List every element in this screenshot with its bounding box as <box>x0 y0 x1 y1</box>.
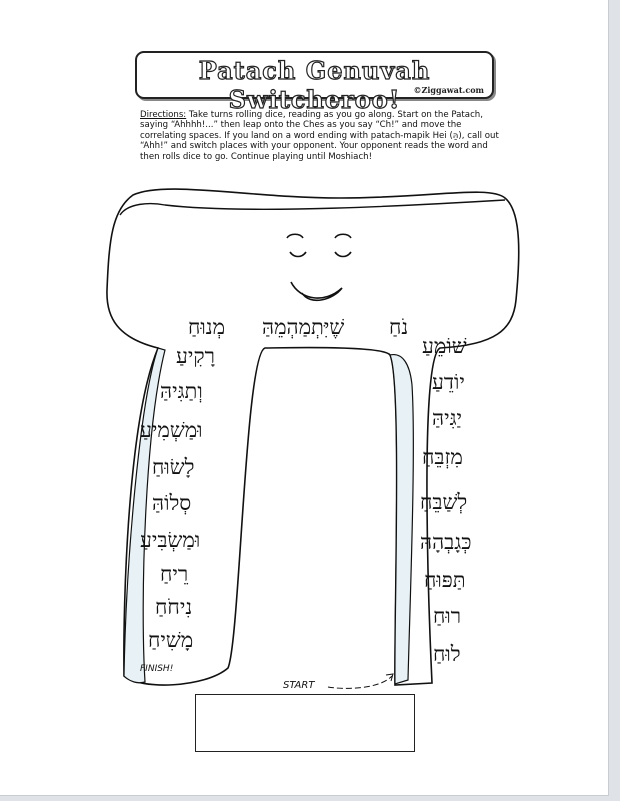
board-word-left-1: רָקִיעַ <box>176 344 215 368</box>
board-word-right-8: רוּחַ <box>433 604 462 628</box>
board-word-top-1: מְנוּחַ <box>188 315 226 339</box>
start-arrow-icon <box>328 676 392 688</box>
board-word-top-2: שֶׁיִּתְמַהְמֵהַּ <box>262 315 345 339</box>
blank-box <box>195 694 415 752</box>
board-word-right-3: יַגִּיהַּ <box>432 406 463 430</box>
smile-icon <box>291 282 342 300</box>
credit-text: ©Ziggawat.com <box>413 85 484 95</box>
board-word-left-5: סְלוֹהַּ <box>152 491 192 515</box>
right-leg-shade <box>390 355 413 684</box>
board-word-right-6: כְּגָבְהָהּ <box>420 530 472 554</box>
start-label: START <box>283 680 315 691</box>
page-title: Patach Genuvah Switcheroo! <box>198 56 431 114</box>
right-eye-icon <box>335 234 351 238</box>
board-word-right-4: מִזְבֵּחַ <box>422 445 463 469</box>
board-word-right-5: לְשַׁבֵּחַ <box>420 490 468 514</box>
left-eye-lid <box>290 252 306 257</box>
finish-label: FINISH! <box>140 664 174 674</box>
board-word-left-6: וּמַשְׂבִּיעַ <box>140 528 201 552</box>
board-word-left-7: רֵיחַ <box>160 562 189 586</box>
ches-top-fold <box>120 200 505 215</box>
board-word-right-2: יוֹדֵעַ <box>432 370 465 394</box>
board-word-right-7: תַּפּוּחַ <box>424 568 466 592</box>
directions-body: Take turns rolling dice, reading as you go along. Start on the Patach, saying “Ahhhh!...” then leap onto the Ches as you say “Ch!” and move the correlating spaces. If you land on a word ending with patach-mapik Hei (הַּ), call out “Ahh!” and switch places with your opponent. Your opponent reads the word and then rolls dice to go. Continue playing until Moshiach! <box>140 110 499 162</box>
board-word-right-1: שׁוֹמֵעַ <box>422 334 467 358</box>
board-word-left-9: מָשִׁיחַ <box>148 628 194 652</box>
right-eye-lid <box>335 252 351 257</box>
directions-label: Directions: <box>140 110 187 120</box>
board-word-left-4: לָשׂוּחַ <box>152 455 195 479</box>
board-word-top-3: נֹחַ <box>389 315 409 339</box>
left-eye-icon <box>287 234 303 238</box>
board-word-left-2: וְתַגִּיהַּ <box>160 379 203 403</box>
board-word-left-3: וּמַשְׁמִיעַ <box>140 418 203 442</box>
board-word-left-8: נִיחֹחַ <box>155 595 193 619</box>
board-word-right-9: לוּחַ <box>433 642 461 666</box>
